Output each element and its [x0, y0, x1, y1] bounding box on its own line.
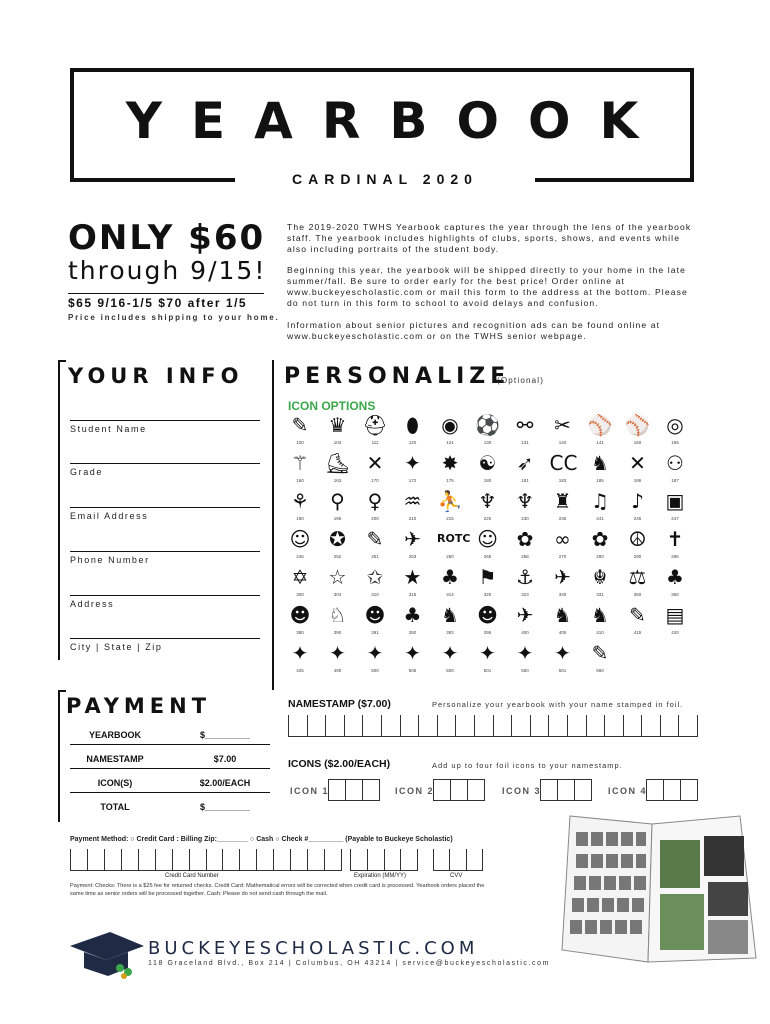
- expiration-input[interactable]: [350, 849, 418, 871]
- icon-option-200-icon: ♀: [367, 489, 383, 513]
- icon-option-number: 260: [446, 554, 454, 559]
- icon-option-number: 245: [633, 516, 642, 521]
- icon-option-number: 141: [596, 440, 604, 445]
- optional-label: (Optional): [497, 376, 545, 385]
- input-cell[interactable]: [466, 849, 483, 870]
- grade-label: Grade: [70, 467, 104, 477]
- icon-option-number: 500: [446, 668, 454, 673]
- page-subtitle: CARDINAL 2020: [235, 168, 535, 190]
- icon-option-number: 190: [296, 516, 304, 521]
- icon-option-180-icon: ☯: [478, 451, 497, 475]
- input-cell[interactable]: [548, 715, 567, 736]
- blurb-shipping: Beginning this year, the yearbook will be shipped directly to your home in the late summer/fall. Be sure to order early for the best price! Order online at www.buckeyescholastic.com or mail this form to the address at the bottom. Please do not turn in this form to school to avoid delays and confusion.: [287, 265, 688, 308]
- icon-option-130-icon: ⚽: [475, 413, 500, 437]
- icon-option-392-icon: ♣: [403, 603, 422, 627]
- input-cell[interactable]: [381, 715, 400, 736]
- credit-card-label: Credit Card Number: [165, 873, 219, 879]
- icon-option-314-icon: ♣: [441, 565, 459, 589]
- page-title: YEARBOOK: [125, 92, 668, 150]
- icon-option-number: 501: [483, 668, 492, 673]
- payment-tick: [58, 690, 66, 692]
- icon-option-number: 186: [633, 478, 642, 483]
- icon-option-268-icon: ✿: [516, 527, 534, 551]
- icon-option-number: 280: [596, 554, 604, 559]
- payment-method[interactable]: Payment Method: ○ Credit Card : Billing Zip:________ ○ Cash ○ Check #_________ (Payable to Buckeye Scholastic): [70, 836, 453, 843]
- input-cell[interactable]: [206, 849, 223, 870]
- icon-option-number: 415: [633, 630, 642, 635]
- payment-item: TOTAL: [100, 802, 130, 812]
- input-cell[interactable]: [350, 849, 367, 870]
- footer-address: 118 Graceland Blvd., Box 214 | Columbus, OH 43214 | service@buckeyescholastic.com: [148, 960, 551, 967]
- city-state-zip-label: City | State | Zip: [70, 642, 163, 652]
- icon-option-number: 265: [483, 554, 492, 559]
- payment-amount: $2.00/EACH: [199, 778, 251, 788]
- namestamp-input[interactable]: [288, 715, 698, 737]
- footer-brand[interactable]: BUCKEYESCHOLASTIC.COM: [148, 938, 479, 959]
- address-line[interactable]: [70, 595, 260, 596]
- icon-option-350-icon: ⚖: [628, 565, 647, 589]
- icon-option-number: 220: [483, 516, 492, 521]
- row-divider: [70, 792, 270, 793]
- icon-slot-1-label: ICON 1: [290, 786, 330, 796]
- student-name-label: Student Name: [70, 424, 147, 434]
- icon-option-215-icon: ⛹: [437, 489, 463, 513]
- icon-option-number: 247: [671, 516, 679, 521]
- icon-option-245-icon: ♪: [631, 489, 644, 513]
- icon-option-number: 505: [408, 668, 417, 673]
- personalize-bar: [272, 360, 274, 690]
- icon-option-300-icon: ✡: [291, 565, 309, 589]
- payment-item: YEARBOOK: [88, 730, 141, 740]
- payment-amount[interactable]: $_________: [199, 802, 251, 812]
- expiration-label: Expiration (MM/YY): [354, 873, 407, 879]
- icon-option-number: 130: [483, 440, 492, 445]
- yearbook-sample-image: [556, 812, 768, 980]
- icon-option-185-icon: ♞: [591, 451, 609, 475]
- price-headline: ONLY $60: [68, 218, 266, 258]
- icon-option-140-icon: ✂: [554, 413, 571, 437]
- icon-option-247-icon: ▣: [665, 489, 685, 513]
- input-cell[interactable]: [641, 715, 660, 736]
- icon-option-number: 315: [408, 592, 417, 597]
- icon-option-number: 175: [446, 478, 454, 483]
- payment-amount[interactable]: $_________: [199, 730, 251, 740]
- icon-option-number: 230: [521, 516, 529, 521]
- icon-option-270-icon: ∞: [554, 527, 571, 551]
- icon-option-number: 140: [558, 440, 567, 445]
- icon-option-253-icon: ✈: [404, 527, 421, 551]
- icon-option-number: 490: [333, 668, 342, 673]
- icon-option-number: 120: [408, 440, 417, 445]
- icon-option-390-icon: ♘: [328, 603, 347, 627]
- your-info-bar: [58, 360, 60, 660]
- input-cell[interactable]: [474, 715, 493, 736]
- icon-option-410-icon: ♞: [591, 603, 609, 627]
- input-cell[interactable]: [437, 715, 456, 736]
- icon-option-141-icon: ⚾: [587, 413, 613, 437]
- icon-slot-4-label: ICON 4: [608, 786, 648, 796]
- input-cell[interactable]: [344, 715, 363, 736]
- input-cell[interactable]: [449, 849, 465, 870]
- icon-option-number: 314: [446, 592, 454, 597]
- icon-option-235-icon: ♜: [553, 489, 572, 513]
- icons-label: ICONS ($2.00/EACH): [288, 758, 391, 770]
- icon-option-195-icon: ⚲: [330, 489, 345, 513]
- input-cell[interactable]: [400, 715, 419, 736]
- icon-option-number: 330: [558, 592, 567, 597]
- icon-slot-2-input[interactable]: [433, 779, 485, 801]
- your-info-heading: YOUR INFO: [68, 364, 244, 388]
- icon-option-175-icon: ✸: [441, 451, 459, 475]
- icon-option-number: 150: [633, 440, 642, 445]
- icon-option-number: 252: [333, 554, 342, 559]
- price-divider: [68, 293, 264, 294]
- late-pricing: $65 9/16-1/5 $70 after 1/5: [68, 296, 248, 310]
- grade-line[interactable]: [70, 463, 260, 464]
- icon-option-number: 172: [408, 478, 417, 483]
- icon-slot-1-input[interactable]: [328, 779, 380, 801]
- icon-option-265-icon: ☺: [477, 527, 498, 551]
- icon-option-380-icon: ☻: [289, 603, 311, 627]
- cvv-input[interactable]: [433, 849, 483, 871]
- icon-option-323-icon: ⚓: [516, 565, 534, 589]
- icon-option-number: 310: [371, 592, 379, 597]
- icon-grid: [287, 412, 701, 692]
- icon-option-number: 360: [671, 592, 679, 597]
- icon-option-number: 181: [521, 478, 529, 483]
- icon-option-331-icon: ☬: [592, 565, 608, 589]
- payment-fine-print: Payment: Checks: There is a $25 fee for returned checks. Credit Card: Mathematical errors will be corrected when credit card is processed. Yearbook orders placed the same time as senior orders will be processed together. Cash: Please do not send cash through the mail.: [70, 883, 485, 897]
- icon-option-172-icon: ✦: [404, 451, 421, 475]
- icon-option-number: 500: [371, 668, 379, 673]
- email-label: Email Address: [70, 511, 149, 521]
- input-cell[interactable]: [586, 715, 605, 736]
- icon-option-181-icon: ➶: [516, 451, 534, 475]
- icon-option-150-icon: ⚾: [625, 413, 650, 437]
- icon-option-number: 393: [446, 630, 454, 635]
- icon-option-number: 392: [408, 630, 417, 635]
- icon-option-170-icon: ✕: [366, 451, 384, 475]
- icon-option-210-icon: ♒: [403, 489, 422, 513]
- input-cell[interactable]: [530, 715, 549, 736]
- icon-option-415-icon: ✎: [629, 603, 646, 627]
- namestamp-label: NAMESTAMP ($7.00): [288, 698, 391, 710]
- icon-option-number: 560: [596, 668, 604, 673]
- icon-option-160-icon: ⚚: [291, 451, 309, 475]
- icon-option-number: 290: [633, 554, 642, 559]
- icon-option-280-icon: ✿: [591, 527, 609, 551]
- icon-option-number: 304: [333, 592, 342, 597]
- icon-option-220-icon: ♆: [478, 489, 497, 513]
- icon-option-505-icon: ✦: [404, 641, 421, 665]
- icon-option-183-icon: CC: [549, 451, 578, 475]
- icon-option-number: 380: [296, 630, 304, 635]
- phone-line[interactable]: [70, 551, 260, 552]
- icon-option-400-icon: ✈: [516, 603, 534, 627]
- input-cell[interactable]: [189, 849, 206, 870]
- icon-option-395-icon: ☻: [477, 603, 498, 627]
- input-cell[interactable]: [418, 715, 437, 736]
- icon-option-number: 163: [333, 478, 342, 483]
- icon-option-number: 395: [483, 630, 492, 635]
- input-cell[interactable]: [324, 849, 342, 870]
- icon-option-295-icon: ✝: [666, 527, 684, 551]
- icon-option-111-icon: ⛑: [362, 413, 388, 437]
- input-cell[interactable]: [678, 715, 698, 736]
- icon-option-number: 241: [596, 516, 604, 521]
- icon-option-number: 425: [296, 668, 304, 673]
- icon-option-number: 331: [596, 592, 604, 597]
- payment-bar: [58, 690, 60, 822]
- payment-item: ICON(S): [97, 778, 133, 788]
- shipping-note: Price includes shipping to your home.: [68, 313, 280, 322]
- input-cell[interactable]: [138, 849, 155, 870]
- icon-option-number: 121: [446, 440, 454, 445]
- input-cell[interactable]: [493, 715, 512, 736]
- input-cell[interactable]: [567, 715, 586, 736]
- payment-heading: PAYMENT: [66, 694, 212, 718]
- input-cell[interactable]: [400, 849, 418, 870]
- input-cell[interactable]: [604, 715, 623, 736]
- phone-label: Phone Number: [70, 555, 150, 565]
- input-cell[interactable]: [307, 715, 326, 736]
- graduation-cap-logo: [66, 928, 146, 980]
- icon-option-500-icon: ✦: [366, 641, 384, 665]
- icon-option-163-icon: ⛸: [324, 451, 351, 475]
- input-cell[interactable]: [433, 849, 449, 870]
- input-cell[interactable]: [367, 849, 384, 870]
- icon-option-number: 155: [671, 440, 679, 445]
- address-label: Address: [70, 599, 115, 609]
- icon-option-number: 350: [633, 592, 642, 597]
- icon-option-number: 195: [333, 516, 342, 521]
- input-cell[interactable]: [155, 849, 172, 870]
- row-divider: [70, 768, 270, 769]
- icon-option-131-icon: ⚯: [516, 413, 534, 437]
- icon-option-number: 501: [558, 668, 567, 673]
- icon-option-500-icon: ✦: [441, 641, 459, 665]
- input-cell[interactable]: [121, 849, 138, 870]
- credit-card-input[interactable]: [70, 849, 342, 871]
- icon-option-230-icon: ♆: [516, 489, 534, 513]
- input-cell[interactable]: [273, 849, 290, 870]
- input-cell[interactable]: [256, 849, 273, 870]
- student-name-line[interactable]: [70, 420, 260, 421]
- blurb-senior: Information about senior pictures and recognition ads can be found online at www.buckeyescholastic.com or on the TWHS senior webpage.: [287, 320, 661, 341]
- icon-option-501-icon: ✦: [554, 641, 571, 665]
- icon-option-360-icon: ♣: [666, 565, 684, 589]
- input-cell[interactable]: [362, 715, 381, 736]
- icon-option-155-icon: ◎: [666, 413, 684, 437]
- icon-option-393-icon: ♞: [441, 603, 459, 627]
- input-cell[interactable]: [172, 849, 189, 870]
- input-cell[interactable]: [288, 715, 307, 736]
- icon-option-391-icon: ☻: [364, 603, 386, 627]
- icon-option-420-icon: ▤: [665, 603, 685, 627]
- icon-option-550-icon: ✦: [516, 641, 534, 665]
- icon-option-186-icon: ✕: [629, 451, 646, 475]
- icons-desc: Add up to four foil icons to your namestamp.: [432, 761, 623, 770]
- icon-option-304-icon: ☆: [328, 565, 347, 589]
- icon-option-number: 323: [521, 592, 529, 597]
- icon-option-number: 410: [596, 630, 604, 635]
- icon-option-number: 185: [596, 478, 604, 483]
- icon-option-number: 405: [558, 630, 567, 635]
- icon-slot-4-input[interactable]: [646, 779, 698, 801]
- icon-option-number: 160: [296, 478, 304, 483]
- icon-option-490-icon: ✦: [329, 641, 346, 665]
- icon-option-number: 210: [408, 516, 417, 521]
- input-cell[interactable]: [511, 715, 530, 736]
- row-divider: [70, 744, 270, 745]
- icon-option-number: 300: [296, 592, 304, 597]
- icon-option-number: 103: [333, 440, 342, 445]
- icon-option-320-icon: ⚑: [478, 565, 497, 589]
- blurb-intro: The 2019-2020 TWHS Yearbook captures the year through the lens of the yearbook staff. The yearbook includes highlights of clubs, sports, shows, and events while also including portraits of the student body.: [287, 222, 692, 254]
- input-cell[interactable]: [325, 715, 344, 736]
- icon-option-310-icon: ✩: [366, 565, 384, 589]
- icon-option-190-icon: ⚘: [291, 489, 309, 513]
- input-cell[interactable]: [104, 849, 121, 870]
- input-cell[interactable]: [290, 849, 307, 870]
- icon-option-252-icon: ✪: [329, 527, 346, 551]
- icon-option-number: 550: [521, 668, 529, 673]
- your-info-tick: [58, 360, 66, 362]
- input-cell[interactable]: [455, 715, 474, 736]
- input-cell[interactable]: [87, 849, 104, 870]
- icon-option-100-icon: ✎: [291, 413, 309, 437]
- icon-option-number: 420: [671, 630, 679, 635]
- price-deadline: through 9/15!: [68, 256, 267, 285]
- input-cell[interactable]: [70, 849, 87, 870]
- icon-option-121-icon: ◉: [441, 413, 459, 437]
- input-cell[interactable]: [660, 715, 679, 736]
- namestamp-desc: Personalize your yearbook with your name stamped in foil.: [432, 700, 684, 709]
- icon-option-number: 400: [521, 630, 529, 635]
- icon-option-number: 235: [558, 516, 567, 521]
- icon-option-number: 180: [483, 478, 492, 483]
- icon-option-290-icon: ☮: [628, 527, 647, 551]
- icon-option-number: 131: [521, 440, 529, 445]
- input-cell[interactable]: [239, 849, 256, 870]
- icon-option-number: 251: [371, 554, 379, 559]
- icon-option-number: 270: [558, 554, 567, 559]
- icon-option-number: 390: [333, 630, 342, 635]
- personalize-heading: PERSONALIZE: [284, 364, 511, 389]
- payment-item: NAMESTAMP: [86, 754, 144, 764]
- icon-option-number: 295: [671, 554, 679, 559]
- icon-option-330-icon: ✈: [554, 565, 571, 589]
- icon-option-501-icon: ✦: [479, 641, 496, 665]
- icon-option-103-icon: ♛: [328, 413, 347, 437]
- icon-option-241-icon: ♫: [591, 489, 609, 513]
- icon-option-260-icon: ROTC: [437, 532, 471, 545]
- payment-amount: $7.00: [213, 754, 237, 764]
- icon-option-number: 187: [671, 478, 679, 483]
- icon-slot-3-input[interactable]: [540, 779, 592, 801]
- icon-option-405-icon: ♞: [553, 603, 572, 627]
- email-line[interactable]: [70, 507, 260, 508]
- icon-option-number: 391: [371, 630, 379, 635]
- icon-option-120-icon: ⬮: [406, 413, 419, 437]
- icon-option-425-icon: ✦: [291, 641, 309, 665]
- icon-option-187-icon: ⚇: [666, 451, 684, 475]
- icon-slot-3-label: ICON 3: [502, 786, 542, 796]
- input-cell[interactable]: [307, 849, 324, 870]
- icon-option-number: 170: [371, 478, 379, 483]
- icon-slot-2-label: ICON 2: [395, 786, 435, 796]
- icon-option-315-icon: ★: [403, 565, 422, 589]
- icon-option-number: 253: [408, 554, 417, 559]
- icon-option-number: 200: [371, 516, 379, 521]
- icon-option-number: 100: [296, 440, 304, 445]
- icon-option-number: 215: [446, 516, 454, 521]
- city-state-zip-line[interactable]: [70, 638, 260, 639]
- icon-option-number: 268: [521, 554, 529, 559]
- icon-option-251-icon: ✎: [366, 527, 384, 551]
- input-cell[interactable]: [384, 849, 401, 870]
- icon-option-number: 246: [296, 554, 304, 559]
- icon-options-label: ICON OPTIONS: [288, 399, 376, 413]
- input-cell[interactable]: [222, 849, 239, 870]
- icon-option-560-icon: ✎: [591, 641, 609, 665]
- icon-option-number: 320: [483, 592, 492, 597]
- icon-option-number: 111: [371, 440, 379, 445]
- cvv-label: CVV: [450, 873, 463, 879]
- input-cell[interactable]: [623, 715, 642, 736]
- icon-option-number: 183: [558, 478, 567, 483]
- icon-option-246-icon: ☺: [289, 527, 311, 551]
